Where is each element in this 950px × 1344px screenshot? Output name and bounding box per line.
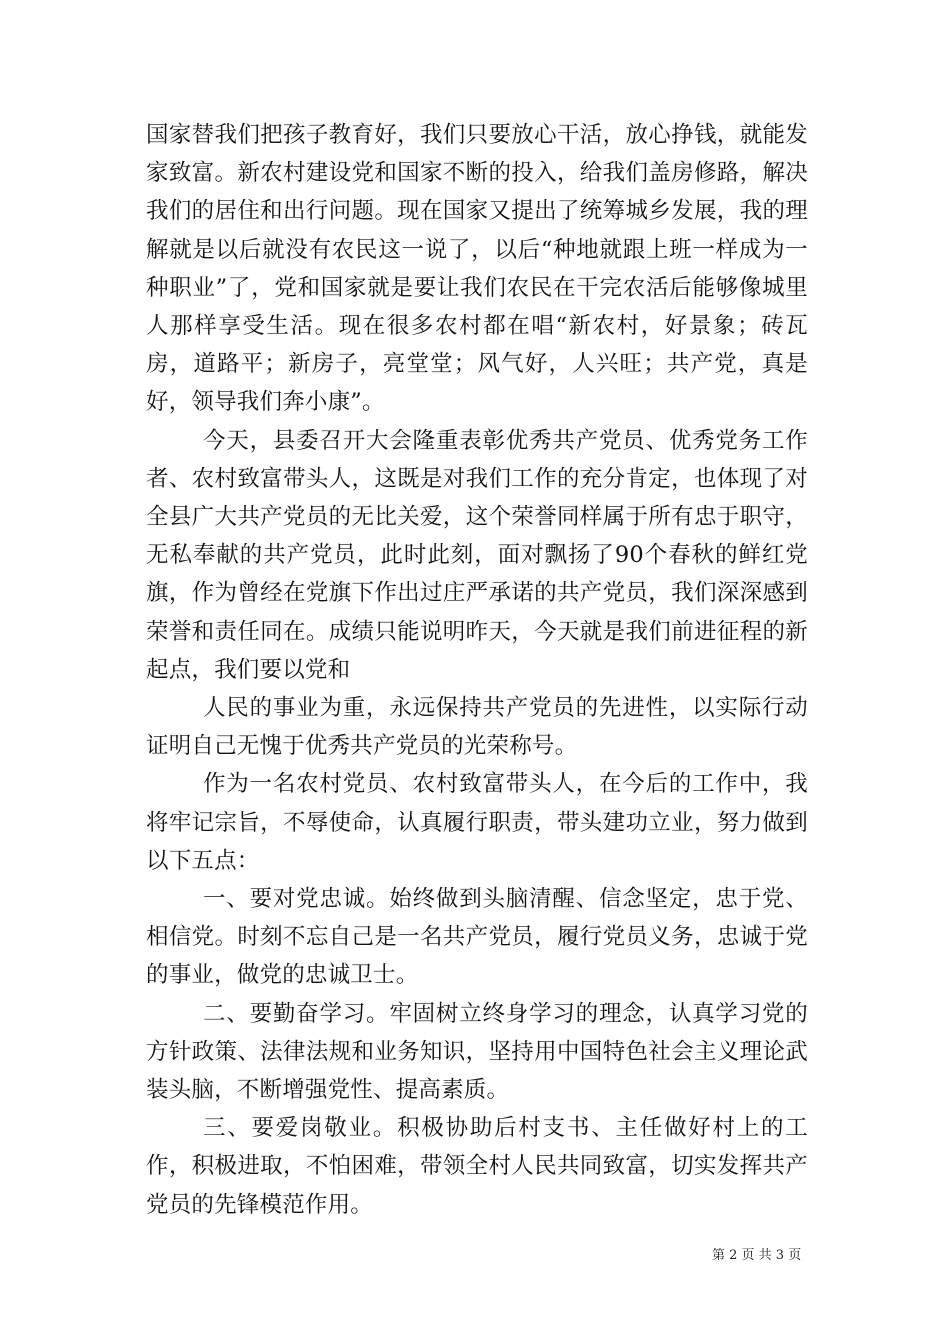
paragraph-five-points-intro: 作为一名农村党员、农村致富带头人，在今后的工作中，我将牢记宗旨，不辱使命，认真履行职责，带头建功立业，努力做到以下五点： [146,771,808,874]
paragraph-point-two: 二、要勤奋学习。牢固树立终身学习的理念，认真学习党的方针政策、法律法规和业务知识，坚持用中国特色社会主义理论武装头脑，不断增强党性、提高素质。 [146,1000,808,1104]
paragraph-point-three: 三、要爱岗敬业。积极协助后村支书、主任做好村上的工作，积极进取，不怕困难，带领全村人民共同致富，切实发挥共产党员的先锋模范作用。 [146,1115,808,1218]
paragraph-commendation: 今天，县委召开大会隆重表彰优秀共产党员、优秀党务工作者、农村致富带头人，这既是对我们工作的充分肯定，也体现了对全县广大共产党员的无比关爱，这个荣誉同样属于所有忠于职守，无私奉献的共产党员，此时此刻，面对飘扬了90个春秋的鲜红党旗，作为曾经在党旗下作出过庄严承诺的共产党员，我们深深感到荣誉和责任同在。成绩只能说明昨天，今天就是我们前进征程的新起点，我们要以党和 [146,427,808,683]
page-number: 第 2 页 共 3 页 [712,1248,802,1263]
document-body [146,116,808,1224]
paragraph-continuation: 国家替我们把孩子教育好，我们只要放心干活，放心挣钱，就能发家致富。新农村建设党和国家不断的投入，给我们盖房修路，解决我们的居住和出行问题。现在国家又提出了统筹城乡发展，我的理解就是以后就没有农民这一说了，以后“种地就跟上班一样成为一种职业”了，党和国家就是要让我们农民在干完农活后能够像城里人那样享受生活。现在很多农村都在唱“新农村，好景象；砖瓦房，道路平；新房子，亮堂堂；风气好，人兴旺；共产党，真是好，领导我们奔小康”。 [146,122,808,416]
paragraph-point-one: 一、要对党忠诚。始终做到头脑清醒、信念坚定，忠于党、相信党。时刻不忘自己是一名共产党员，履行党员义务，忠诚于党的事业，做党的忠诚卫士。 [146,886,808,989]
paragraph-people-cause: 人民的事业为重，永远保持共产党员的先进性，以实际行动证明自己无愧于优秀共产党员的光荣称号。 [146,695,808,760]
